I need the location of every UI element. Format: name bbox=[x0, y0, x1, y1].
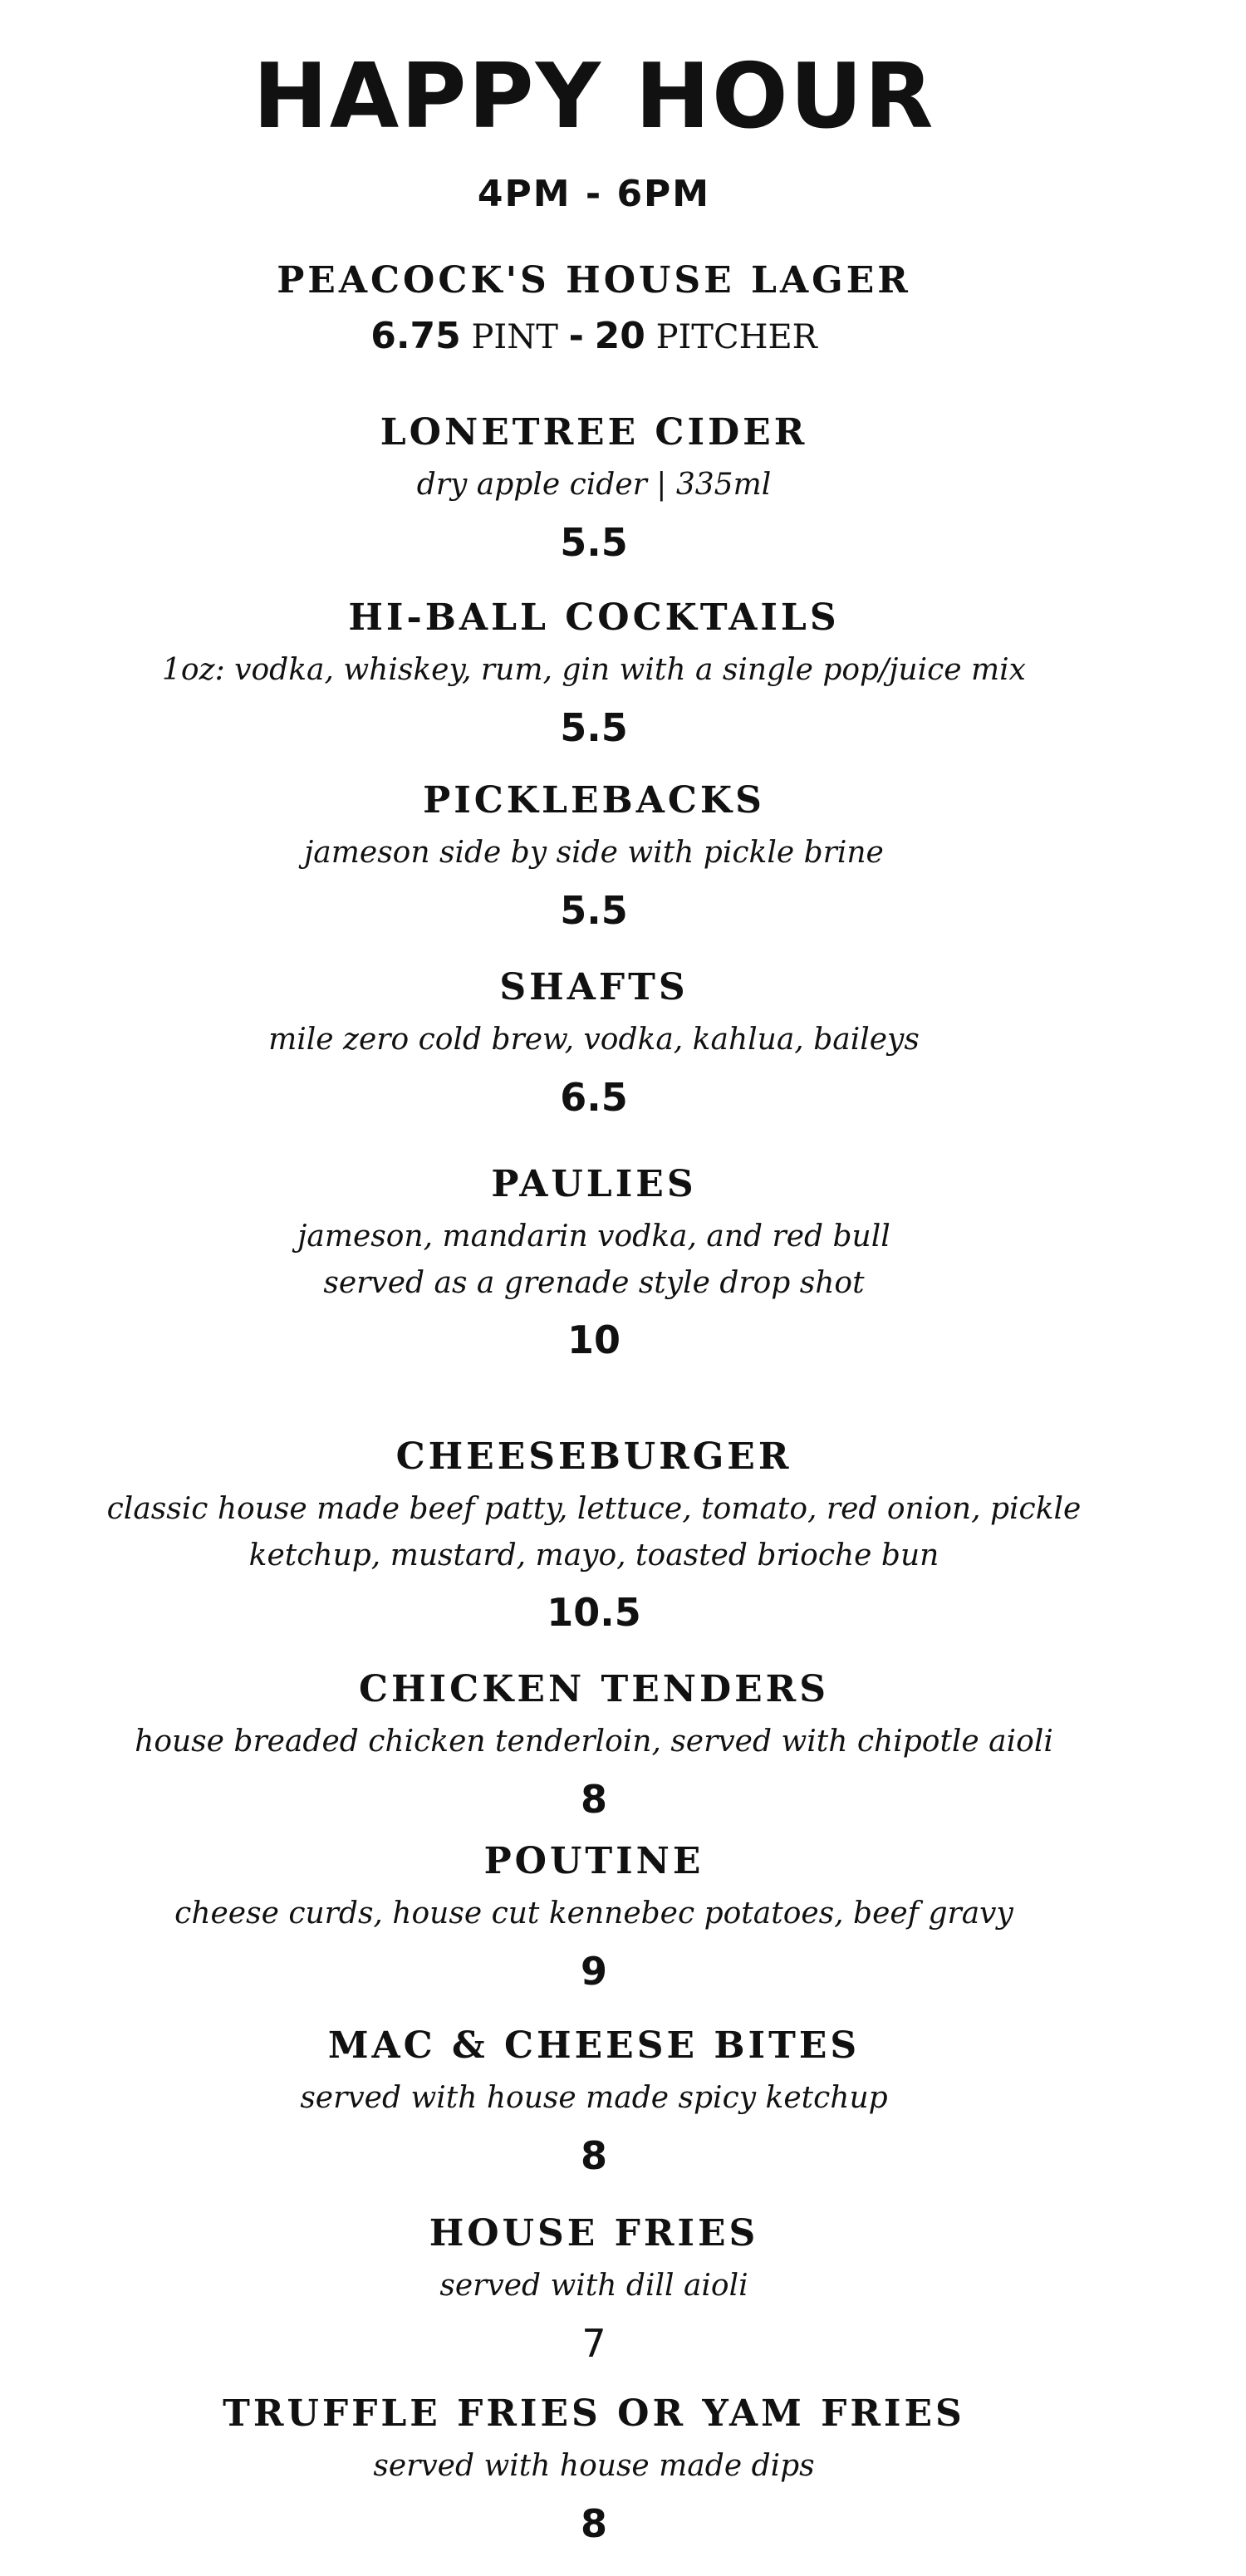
item-description bbox=[0, 1214, 1188, 1307]
item-price: 8 bbox=[580, 2132, 607, 2178]
menu-item bbox=[0, 966, 1188, 1121]
item-price: 5.5 bbox=[560, 887, 628, 933]
item-description: served with dill aioli bbox=[439, 2268, 748, 2303]
item-name: PAULIES bbox=[491, 1163, 697, 1205]
item-price: 5.5 bbox=[560, 704, 628, 750]
item-name: PICKLEBACKS bbox=[423, 779, 765, 822]
item-name: CHICKEN TENDERS bbox=[358, 1668, 830, 1710]
item-name: MAC & CHEESE BITES bbox=[327, 2024, 861, 2067]
menu-item bbox=[0, 1435, 1188, 1636]
item-name: POUTINE bbox=[483, 1840, 704, 1882]
item-description: jameson side by side with pickle brine bbox=[304, 835, 884, 870]
item-price: 9 bbox=[580, 1948, 607, 1994]
item-description bbox=[0, 1486, 1188, 1579]
item-name: TRUFFLE FRIES OR YAM FRIES bbox=[223, 2392, 965, 2435]
description-line: ketchup, mustard, mayo, toasted brioche bun bbox=[248, 1538, 939, 1573]
item-price: 6.5 bbox=[560, 1074, 628, 1120]
pitcher-unit: PITCHER bbox=[655, 317, 817, 356]
item-name: CHEESEBURGER bbox=[395, 1435, 792, 1478]
menu-item bbox=[0, 2392, 1188, 2547]
item-description: mile zero cold brew, vodka, kahlua, baileys bbox=[268, 1022, 920, 1057]
item-name: HOUSE FRIES bbox=[429, 2212, 759, 2255]
item-name: LONETREE CIDER bbox=[380, 411, 808, 454]
item-description: served with house made dips bbox=[373, 2448, 815, 2483]
item-name: PEACOCK'S HOUSE LAGER bbox=[277, 259, 911, 302]
item-price: 10.5 bbox=[547, 1590, 641, 1636]
item-description: dry apple cider | 335ml bbox=[416, 467, 772, 502]
menu-item bbox=[0, 411, 1188, 566]
menu-item bbox=[0, 1163, 1188, 1364]
pint-price: 6.75 bbox=[370, 314, 461, 357]
menu-item-lager bbox=[0, 259, 1188, 359]
item-description: 1oz: vodka, whiskey, rum, gin with a single pop/juice mix bbox=[162, 652, 1026, 687]
item-description: served with house made spicy ketchup bbox=[300, 2080, 888, 2115]
menu-item bbox=[0, 2212, 1188, 2367]
item-name: HI-BALL COCKTAILS bbox=[348, 596, 840, 639]
lager-prices bbox=[0, 315, 1188, 359]
description-line: served as a grenade style drop shot bbox=[323, 1265, 865, 1300]
item-description: house breaded chicken tenderloin, served with chipotle aioli bbox=[135, 1724, 1053, 1759]
pitcher-price: 20 bbox=[594, 314, 645, 357]
menu-item bbox=[0, 596, 1188, 751]
pint-unit: PINT bbox=[471, 317, 558, 356]
description-line: classic house made beef patty, lettuce, tomato, red onion, pickle bbox=[106, 1491, 1082, 1526]
menu-title: HAPPY HOUR bbox=[253, 45, 935, 149]
item-name: SHAFTS bbox=[499, 966, 689, 1008]
item-price: 8 bbox=[580, 2500, 607, 2546]
item-price: 5.5 bbox=[560, 519, 628, 565]
happy-hour-times: 4PM - 6PM bbox=[477, 173, 711, 215]
item-description: cheese curds, house cut kennebec potatoes, beef gravy bbox=[174, 1896, 1013, 1931]
item-price: 8 bbox=[580, 1776, 607, 1822]
item-price: 10 bbox=[567, 1317, 621, 1363]
menu-item bbox=[0, 779, 1188, 934]
item-price: 7 bbox=[581, 2320, 606, 2366]
menu-item bbox=[0, 1840, 1188, 1995]
price-separator: - bbox=[568, 314, 584, 357]
menu-item bbox=[0, 2024, 1188, 2179]
menu-item bbox=[0, 1668, 1188, 1823]
description-line: jameson, mandarin vodka, and red bull bbox=[297, 1219, 890, 1254]
